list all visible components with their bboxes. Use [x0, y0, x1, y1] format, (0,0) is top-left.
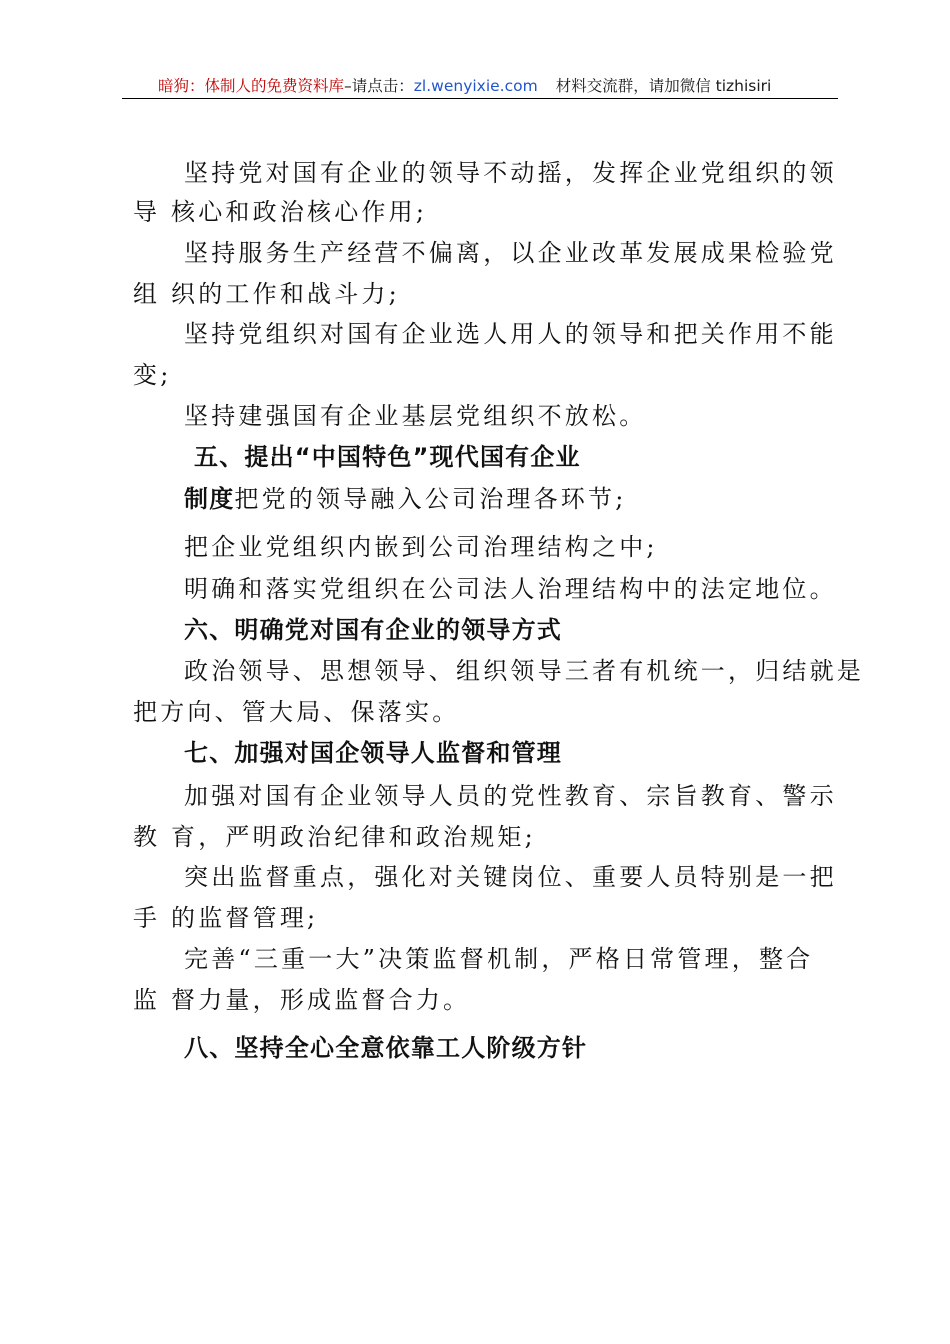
- header-click-prompt: –请点击：: [344, 77, 414, 95]
- section-heading-8: 八、坚持全心全意依靠工人阶级方针: [184, 1034, 588, 1062]
- paragraph-line: 变;: [133, 361, 172, 389]
- paragraph-line: 明确和落实党组织在公司法人治理结构中的法定地位。: [184, 575, 837, 603]
- paragraph-line: 手 的监督管理;: [133, 904, 319, 932]
- page-header: [122, 76, 838, 99]
- paragraph-line: 把企业党组织内嵌到公司治理结构之中;: [184, 533, 658, 561]
- paragraph-line: 完善“三重一大”决策监督机制，严格日常管理，整合: [184, 945, 814, 973]
- paragraph-line: [184, 484, 627, 514]
- paragraph-line: 坚持党组织对国有企业选人用人的领导和把关作用不能: [184, 320, 837, 348]
- section-heading-6: 六、明确党对国有企业的领导方式: [184, 616, 562, 644]
- paragraph-line: 导 核心和政治核心作用;: [133, 198, 428, 226]
- paragraph-line: 教 育，严明政治纪律和政治规矩;: [133, 823, 536, 851]
- section-heading-5: 五、提出“中国特色”现代国有企业: [194, 443, 581, 471]
- paragraph-text: 把党的领导融入公司治理各环节;: [234, 485, 627, 513]
- paragraph-line: 把方向、管大局、保落实。: [133, 698, 460, 726]
- paragraph-line: 突出监督重点，强化对关键岗位、重要人员特别是一把: [184, 863, 837, 891]
- paragraph-line: 组 织的工作和战斗力;: [133, 280, 400, 308]
- paragraph-line: 政治领导、思想领导、组织领导三者有机统一，归结就是: [184, 657, 864, 685]
- paragraph-line: 坚持建强国有企业基层党组织不放松。: [184, 402, 647, 430]
- section-heading-5-continuation: 制度: [184, 485, 235, 513]
- paragraph-line: 监 督力量，形成监督合力。: [133, 986, 471, 1014]
- header-url-link[interactable]: zl.wenyixie.com: [413, 77, 538, 95]
- header-site-name: 暗狗：体制人的免费资料库: [158, 77, 345, 95]
- section-heading-7: 七、加强对国企领导人监督和管理: [184, 739, 562, 767]
- header-contact: 材料交流群，请加微信 tizhisiri: [555, 77, 772, 95]
- paragraph-line: 坚持服务生产经营不偏离，以企业改革发展成果检验党: [184, 239, 837, 267]
- paragraph-line: 加强对国有企业领导人员的党性教育、宗旨教育、警示: [184, 782, 837, 810]
- paragraph-line: 坚持党对国有企业的领导不动摇，发挥企业党组织的领: [184, 159, 837, 187]
